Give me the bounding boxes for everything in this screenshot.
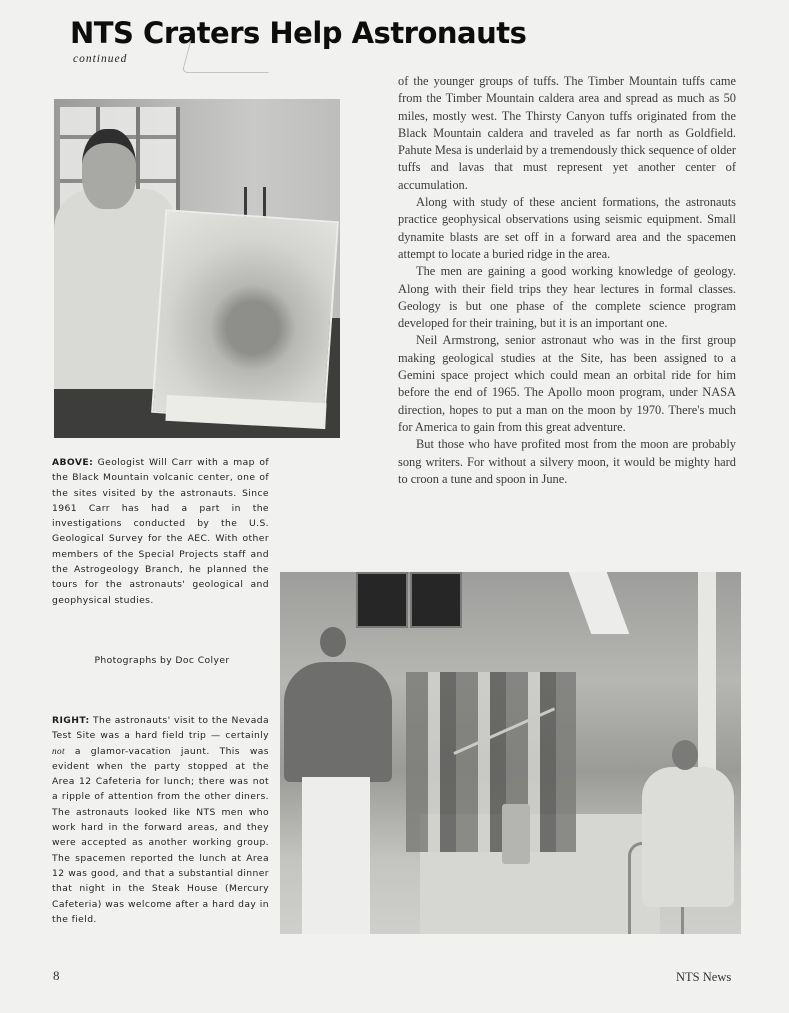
white-pants [302,777,370,934]
geologist-head [82,129,136,209]
article-paragraph: But those who have profited most from the moon are probably song writers. For without a silvery moon, it would be mighty hard to croon a tune and spoon in June. [398,437,736,486]
seated-diner-head [672,740,698,770]
people-in-line [406,672,576,852]
photo-credit: Photographs by Doc Colyer [94,655,230,666]
trash-bin [502,804,530,864]
caption-text: The astronauts' visit to the Nevada Test Site was a hard field trip — certainly [52,715,269,742]
continued-label: continued [73,53,128,65]
geologic-map [151,209,339,425]
caption-above [52,455,269,608]
article-paragraph: Neil Armstrong, senior astronaut who was in the first group making geological studies at the Site, has been assigned to a Gemini space project which could mean an orbital ride for him before the end of 1965. The Apollo moon program, under NASA direction, hopes to put a man on the moon by 1970. There's much for America to gain from this great adventure. [398,333,736,434]
article-paragraph: of the younger groups of tuffs. The Timber Mountain tuffs came from the Timber Mountain caldera area and spread as much as 50 miles, mostly west. The Thirsty Canyon tuffs originated from the Black Mountain caldera and traveled as far north as Goldfield. Pahute Mesa is underlaid by a tremendously thick sequence of older tuffs and lavas that must represent yet another center of accumulation. [398,74,736,192]
publication-name: NTS News [676,970,732,984]
pencil-mark [182,40,278,73]
photo-cafeteria [280,572,741,934]
person-head [320,627,346,657]
caption-text: Geologist Will Carr with a map of the Black Mountain volcanic center, one of the sites visited by the astronauts. Since 1961 Carr has had a part in the investigations conducted by the U.S. Geological Survey for the AEC. With other members of the Special Projects staff and the Astrogeology Branch, he planned the tours for the astronauts' geological and geophysical studies. [52,457,269,606]
article-paragraph: Along with study of these ancient formations, the astronauts practice geophysical observations using seismic equipment. Small dynamite blasts are set off in a forward area and the spacemen attempt to locate a buried ridge in the area. [398,195,736,261]
caption-emphasis: not [52,745,65,756]
article-body [398,73,736,488]
man-in-jacket [284,662,392,782]
ceiling-beam [569,572,630,634]
article-title: NTS Craters Help Astronauts [70,16,527,50]
seated-diner [642,767,734,907]
page-number: 8 [53,968,60,983]
menu-board [410,572,462,628]
article-paragraph: The men are gaining a good working knowledge of geology. Along with their field trips they hear lectures in formal classes. Geology is but one phase of the complete science program developed for their training, but it is an important one. [398,264,736,331]
caption-lead: ABOVE: [52,457,94,468]
caption-right [52,713,269,927]
caption-text: a glamor-vacation jaunt. This was evident when the party stopped at the Area 12 Cafeteria for lunch; there was not a ripple of attention from the other diners. The astronauts looked like NTS men who work hard in the forward areas, and they were accepted as another working group. The spacemen reported the lunch at Area 12 was good, and that a substantial dinner that night in the Steak House (Mercury Cafeteria) was welcome after a hard day in the field. [52,745,269,925]
pillar [698,572,716,772]
menu-board [356,572,408,628]
photo-geologist-with-map [54,99,340,438]
caption-lead: RIGHT: [52,715,90,726]
